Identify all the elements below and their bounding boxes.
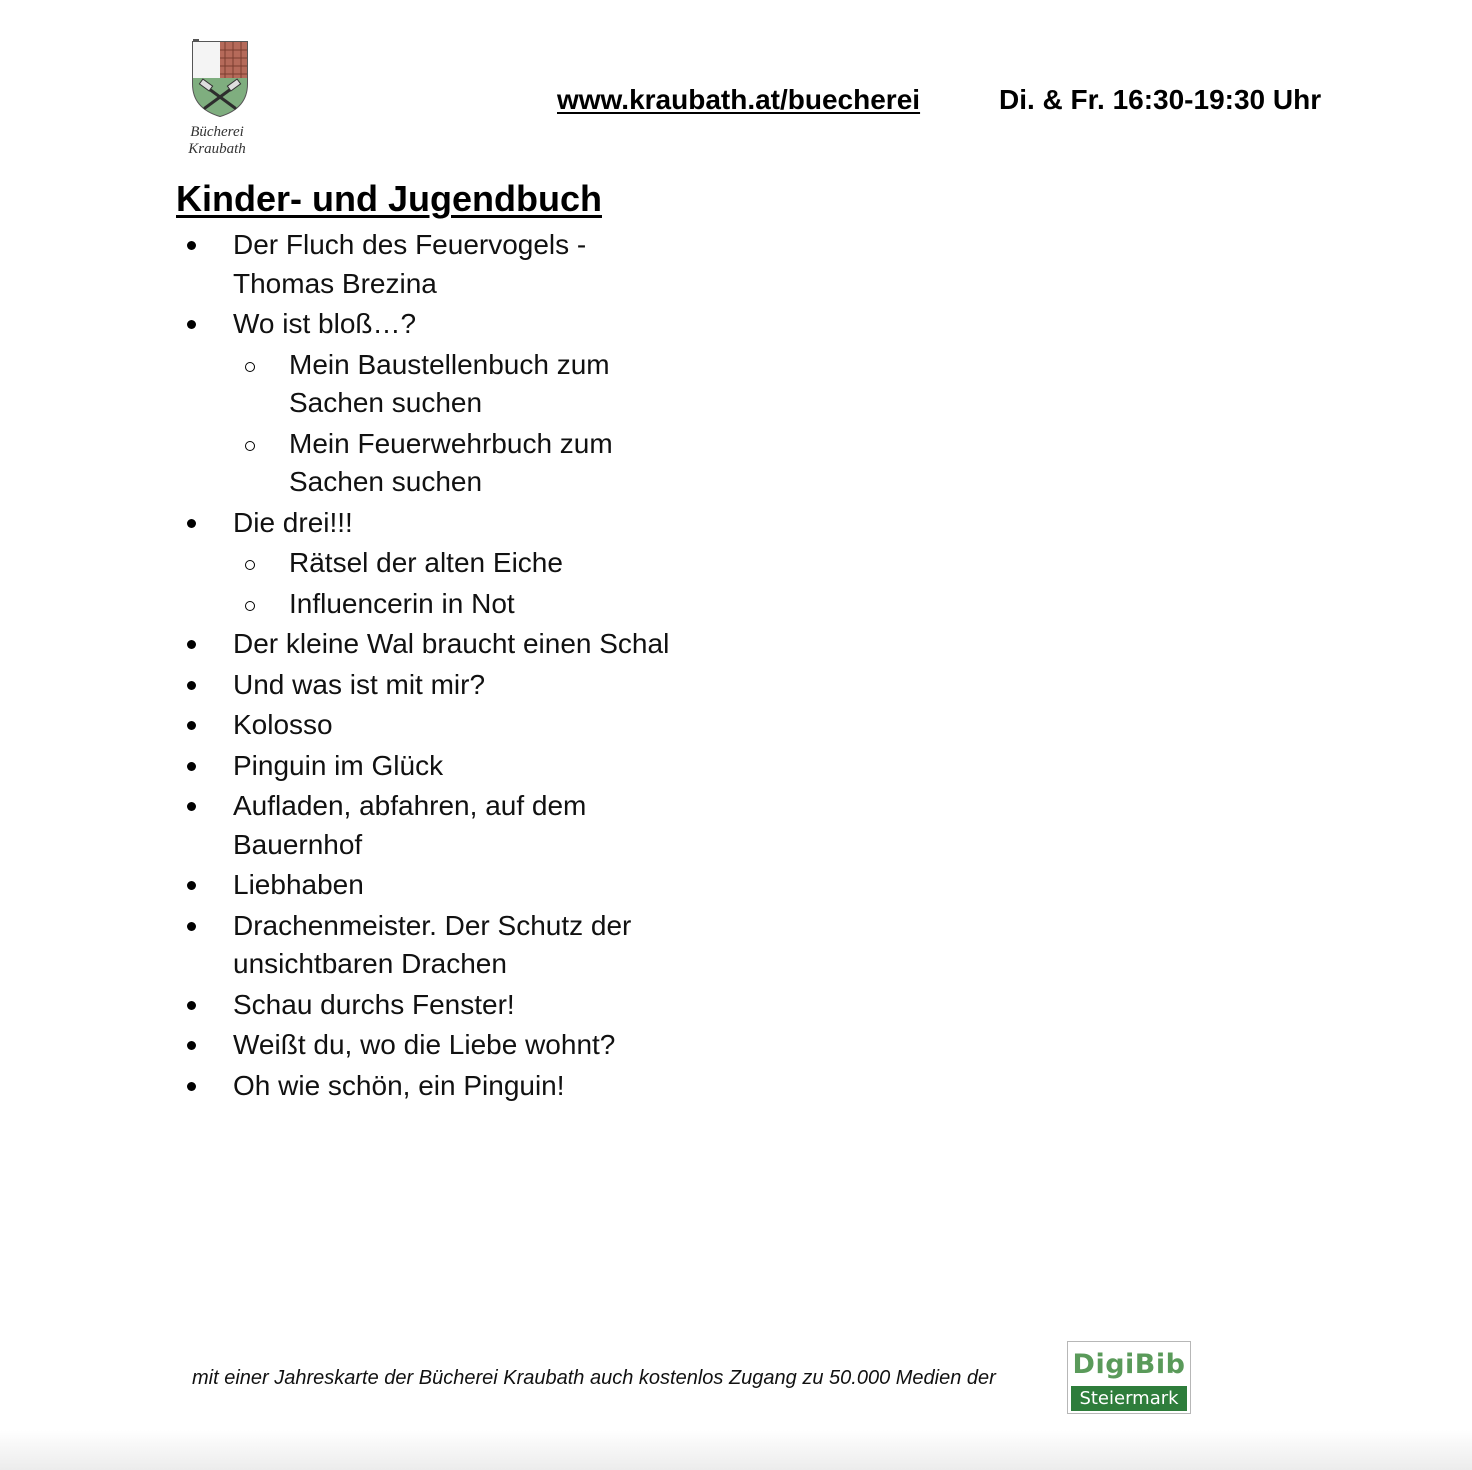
bullet-icon [187,802,196,811]
list-item-text: Sachen suchen [289,466,483,497]
list-item-text: Pinguin im Glück [233,749,444,781]
list-item-text: Rätsel der alten Eiche [289,547,563,578]
footer-note: mit einer Jahreskarte der Bücherei Kraubath auch kostenlos Zugang zu 50.000 Medien der [192,1367,996,1389]
bullet-icon [187,640,196,649]
page-bottom-shadow [0,1430,1472,1470]
list-item-text: Die drei!!! [233,506,353,538]
opening-hours: Di. & Fr. 16:30-19:30 Uhr [999,84,1322,115]
list-item-text: Wo ist bloß…? [233,308,417,339]
list-item-text: unsichtbaren Drachen [233,948,507,979]
bullet-icon [187,519,196,528]
bullet-icon [187,881,196,890]
logo-line: Bücherei [190,124,244,140]
bullet-icon [187,241,196,250]
list-item-text: Mein Feuerwehrbuch zum [289,427,613,459]
logo-line: Kraubath [188,141,246,157]
bullet-icon [187,1001,196,1010]
list-item-text: Aufladen, abfahren, auf dem [233,790,587,821]
circle-bullet-icon [245,601,255,611]
circle-bullet-icon [245,560,255,570]
list-item-text: Oh wie schön, ein Pinguin! [233,1069,565,1101]
bullet-icon [187,681,196,690]
digibib-badge-subtitle: Steiermark [1071,1386,1187,1411]
list-item-text: Drachenmeister. Der Schutz der [233,909,632,941]
bullet-icon [187,762,196,771]
list-item-text: Und was ist mit mir? [233,668,486,700]
digibib-badge[interactable] [1067,1341,1191,1414]
list-item-text: Schau durchs Fenster! [233,988,515,1020]
list-item-text: Weißt du, wo die Liebe wohnt? [233,1029,616,1060]
list-item-text: Liebhaben [233,869,364,900]
logo-caption [174,124,260,158]
circle-bullet-icon [245,362,255,372]
list-item-text: Kolosso [233,709,333,740]
digibib-badge-title: DigiBib [1072,1349,1186,1380]
bullet-icon [187,721,196,730]
list-item-text: Mein Baustellenbuch zum [289,348,610,380]
list-item-text: Influencerin in Not [289,587,515,619]
bullet-icon [187,1082,196,1091]
list-item-text: Thomas Brezina [233,267,437,299]
library-website-link[interactable]: www.kraubath.at/buecherei [557,84,921,115]
list-item-text: Der Fluch des Feuervogels - [233,229,587,260]
circle-bullet-icon [245,441,255,451]
library-logo [180,38,260,158]
bullet-icon [187,1041,196,1050]
list-item-text: Bauernhof [233,828,363,860]
section-title: Kinder- und Jugendbuch [176,178,602,219]
list-item-text: Der kleine Wal braucht einen Schal [233,628,670,659]
list-item-text: Sachen suchen [289,387,483,418]
coat-of-arms-icon [189,38,251,118]
bullet-icon [187,922,196,931]
bullet-icon [187,320,196,329]
